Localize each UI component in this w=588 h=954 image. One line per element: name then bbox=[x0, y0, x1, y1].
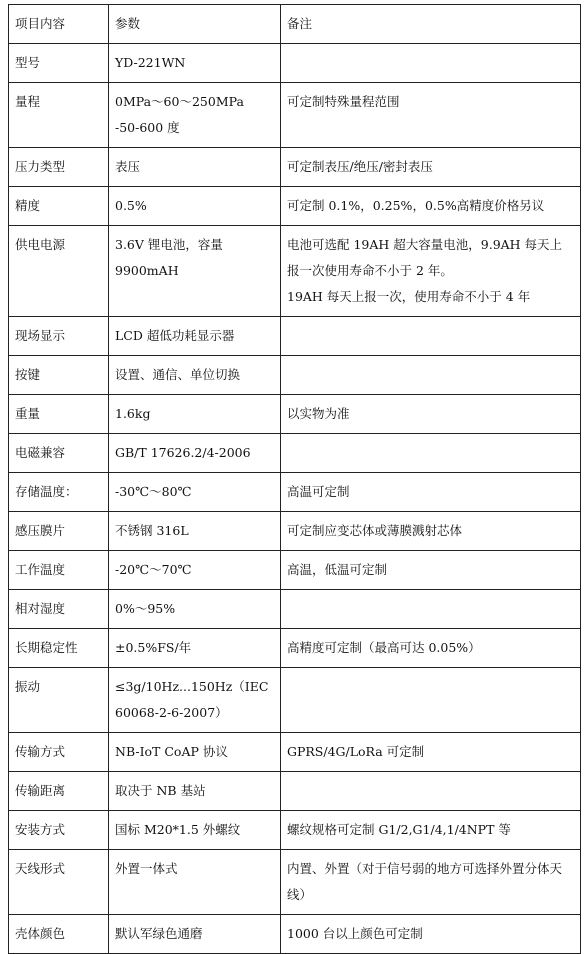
cell-note bbox=[281, 733, 581, 772]
cell-param bbox=[109, 629, 281, 668]
cell-item: 传输距离 bbox=[9, 772, 109, 811]
table-row bbox=[9, 473, 581, 512]
cell-note-text: 可定制特殊量程范围 bbox=[287, 94, 400, 109]
header-param: 参数 bbox=[109, 5, 281, 44]
cell-item: 型号 bbox=[9, 44, 109, 83]
cell-param-text: GB/T 17626.2/4-2006 bbox=[115, 445, 251, 460]
cell-note bbox=[281, 83, 581, 148]
cell-item: 供电电源 bbox=[9, 226, 109, 317]
cell-note bbox=[281, 915, 581, 954]
table-header-row bbox=[9, 5, 581, 44]
cell-item: 按键 bbox=[9, 356, 109, 395]
cell-note-text: 高精度可定制（最高可达 0.05%） bbox=[287, 640, 481, 655]
cell-note bbox=[281, 44, 581, 83]
cell-param-text: 表压 bbox=[115, 159, 141, 174]
cell-item: 量程 bbox=[9, 83, 109, 148]
table-row bbox=[9, 668, 581, 733]
table-row bbox=[9, 148, 581, 187]
spec-table bbox=[8, 4, 581, 954]
cell-param bbox=[109, 226, 281, 317]
cell-note bbox=[281, 395, 581, 434]
cell-param bbox=[109, 668, 281, 733]
table-row bbox=[9, 226, 581, 317]
cell-param bbox=[109, 512, 281, 551]
cell-param-text: 设置、通信、单位切换 bbox=[115, 367, 241, 382]
cell-note bbox=[281, 473, 581, 512]
cell-note-text: 以实物为准 bbox=[287, 406, 350, 421]
table-row bbox=[9, 629, 581, 668]
cell-note bbox=[281, 512, 581, 551]
cell-param bbox=[109, 590, 281, 629]
cell-param-text: 0MPa～60～250MPa bbox=[115, 94, 244, 109]
cell-note-text: 电池可选配 19AH 超大容量电池，9.9AH 每天上报一次使用寿命不小于 2 年。 bbox=[287, 237, 563, 278]
cell-note bbox=[281, 356, 581, 395]
cell-note bbox=[281, 187, 581, 226]
cell-param bbox=[109, 772, 281, 811]
cell-note-text: 高温，低温可定制 bbox=[287, 562, 388, 577]
cell-note bbox=[281, 668, 581, 733]
cell-note-text: GPRS/4G/LoRa 可定制 bbox=[287, 744, 425, 759]
cell-param bbox=[109, 850, 281, 915]
cell-param bbox=[109, 733, 281, 772]
table-row bbox=[9, 811, 581, 850]
cell-note-text: 1000 台以上颜色可定制 bbox=[287, 926, 423, 941]
cell-param-text: NB-IoT CoAP 协议 bbox=[115, 744, 228, 759]
cell-param-text: -30℃～80℃ bbox=[115, 484, 192, 499]
cell-note bbox=[281, 226, 581, 317]
cell-item: 存储温度： bbox=[9, 473, 109, 512]
header-item: 项目内容 bbox=[9, 5, 109, 44]
cell-param-text: ≤3g/10Hz...150Hz（IEC 60068-2-6-2007） bbox=[115, 679, 269, 720]
cell-param-text: 取决于 NB 基站 bbox=[115, 783, 206, 798]
cell-note bbox=[281, 850, 581, 915]
cell-note-text: 可定制应变芯体或薄膜溅射芯体 bbox=[287, 523, 463, 538]
cell-param bbox=[109, 811, 281, 850]
cell-note bbox=[281, 811, 581, 850]
cell-note bbox=[281, 629, 581, 668]
cell-note bbox=[281, 590, 581, 629]
cell-param bbox=[109, 395, 281, 434]
header-note: 备注 bbox=[281, 5, 581, 44]
cell-param bbox=[109, 148, 281, 187]
cell-param bbox=[109, 551, 281, 590]
cell-item: 长期稳定性 bbox=[9, 629, 109, 668]
table-row bbox=[9, 187, 581, 226]
table-row bbox=[9, 915, 581, 954]
cell-note-text: 内置、外置（对于信号弱的地方可选择外置分体天线） bbox=[287, 861, 563, 902]
cell-note-text: 螺纹规格可定制 G1/2,G1/4,1/4NPT 等 bbox=[287, 822, 511, 837]
cell-note-text: 19AH 每天上报一次，使用寿命不小于 4 年 bbox=[287, 289, 531, 304]
cell-item: 电磁兼容 bbox=[9, 434, 109, 473]
cell-item: 传输方式 bbox=[9, 733, 109, 772]
cell-item: 壳体颜色 bbox=[9, 915, 109, 954]
cell-note bbox=[281, 434, 581, 473]
table-row bbox=[9, 512, 581, 551]
cell-item: 振动 bbox=[9, 668, 109, 733]
cell-param bbox=[109, 915, 281, 954]
table-row bbox=[9, 551, 581, 590]
cell-item: 现场显示 bbox=[9, 317, 109, 356]
cell-param-text: -20℃～70℃ bbox=[115, 562, 192, 577]
cell-note-text: 可定制表压/绝压/密封表压 bbox=[287, 159, 433, 174]
cell-item: 天线形式 bbox=[9, 850, 109, 915]
cell-item: 工作温度 bbox=[9, 551, 109, 590]
cell-note bbox=[281, 772, 581, 811]
table-row bbox=[9, 772, 581, 811]
cell-param bbox=[109, 473, 281, 512]
cell-param bbox=[109, 434, 281, 473]
cell-param-text: 3.6V 锂电池，容量 9900mAH bbox=[115, 237, 223, 278]
table-row bbox=[9, 395, 581, 434]
table-row bbox=[9, 733, 581, 772]
cell-param-text: 0.5% bbox=[115, 198, 147, 213]
table-row bbox=[9, 590, 581, 629]
cell-param-text: 默认军绿色通磨 bbox=[115, 926, 203, 941]
cell-param-text: -50-600 度 bbox=[115, 120, 180, 135]
cell-item: 感压膜片 bbox=[9, 512, 109, 551]
cell-item: 重量 bbox=[9, 395, 109, 434]
cell-param bbox=[109, 83, 281, 148]
cell-item: 安装方式 bbox=[9, 811, 109, 850]
cell-param-text: 0%～95% bbox=[115, 601, 176, 616]
cell-note-text: 可定制 0.1%，0.25%，0.5%高精度价格另议 bbox=[287, 198, 545, 213]
cell-param-text: 不锈钢 316L bbox=[115, 523, 189, 538]
cell-item: 精度 bbox=[9, 187, 109, 226]
cell-param bbox=[109, 356, 281, 395]
cell-note bbox=[281, 551, 581, 590]
cell-note bbox=[281, 317, 581, 356]
cell-param-text: ±0.5%FS/年 bbox=[115, 640, 192, 655]
cell-param-text: YD-221WN bbox=[115, 55, 186, 70]
cell-param bbox=[109, 317, 281, 356]
cell-param-text: 外置一体式 bbox=[115, 861, 178, 876]
cell-item: 相对湿度 bbox=[9, 590, 109, 629]
table-row bbox=[9, 83, 581, 148]
table-row bbox=[9, 850, 581, 915]
cell-note-text: 高温可定制 bbox=[287, 484, 350, 499]
cell-param bbox=[109, 44, 281, 83]
cell-item: 压力类型 bbox=[9, 148, 109, 187]
cell-param bbox=[109, 187, 281, 226]
table-row bbox=[9, 317, 581, 356]
table-row bbox=[9, 356, 581, 395]
cell-note bbox=[281, 148, 581, 187]
cell-param-text: LCD 超低功耗显示器 bbox=[115, 328, 235, 343]
cell-param-text: 国标 M20*1.5 外螺纹 bbox=[115, 822, 241, 837]
table-row bbox=[9, 44, 581, 83]
table-row bbox=[9, 434, 581, 473]
cell-param-text: 1.6kg bbox=[115, 406, 151, 421]
